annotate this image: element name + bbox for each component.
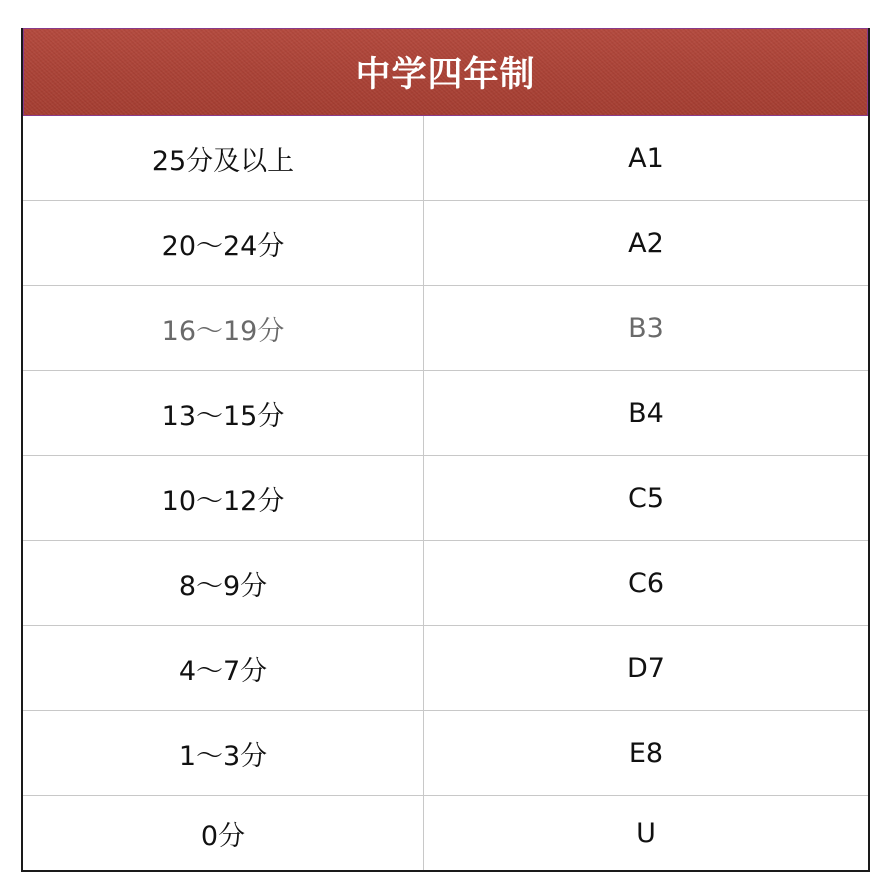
score-cell: 25分及以上 [23,116,424,200]
grade-cell: D7 [627,652,665,684]
score-cell: 20～24分 [23,201,424,285]
grade-cell: C5 [627,482,665,514]
table-title: 中学四年制 [355,55,536,95]
table-row [23,201,868,286]
grade-cell: E8 [628,737,664,769]
table-row [23,116,868,201]
table-row [23,456,868,541]
grade-cell: U [636,817,656,849]
grade-cell: A1 [628,142,664,174]
score-cell: 4～7分 [23,626,424,710]
table-header [23,28,868,116]
score-cell: 0分 [23,796,424,870]
grade-conversion-table [21,28,870,872]
table-row [23,286,868,371]
score-cell: 8～9分 [23,541,424,625]
grade-cell: C6 [627,567,665,599]
table-row [23,626,868,711]
table-row [23,711,868,796]
grade-cell: B4 [628,397,664,429]
score-cell: 10～12分 [23,456,424,540]
score-cell: 13～15分 [23,371,424,455]
table-row [23,371,868,456]
score-cell: 16～19分 [23,286,424,370]
table-row [23,541,868,626]
table-row [23,796,868,870]
grade-cell: A2 [628,227,664,259]
grade-cell: B3 [628,312,664,344]
score-cell: 1～3分 [23,711,424,795]
